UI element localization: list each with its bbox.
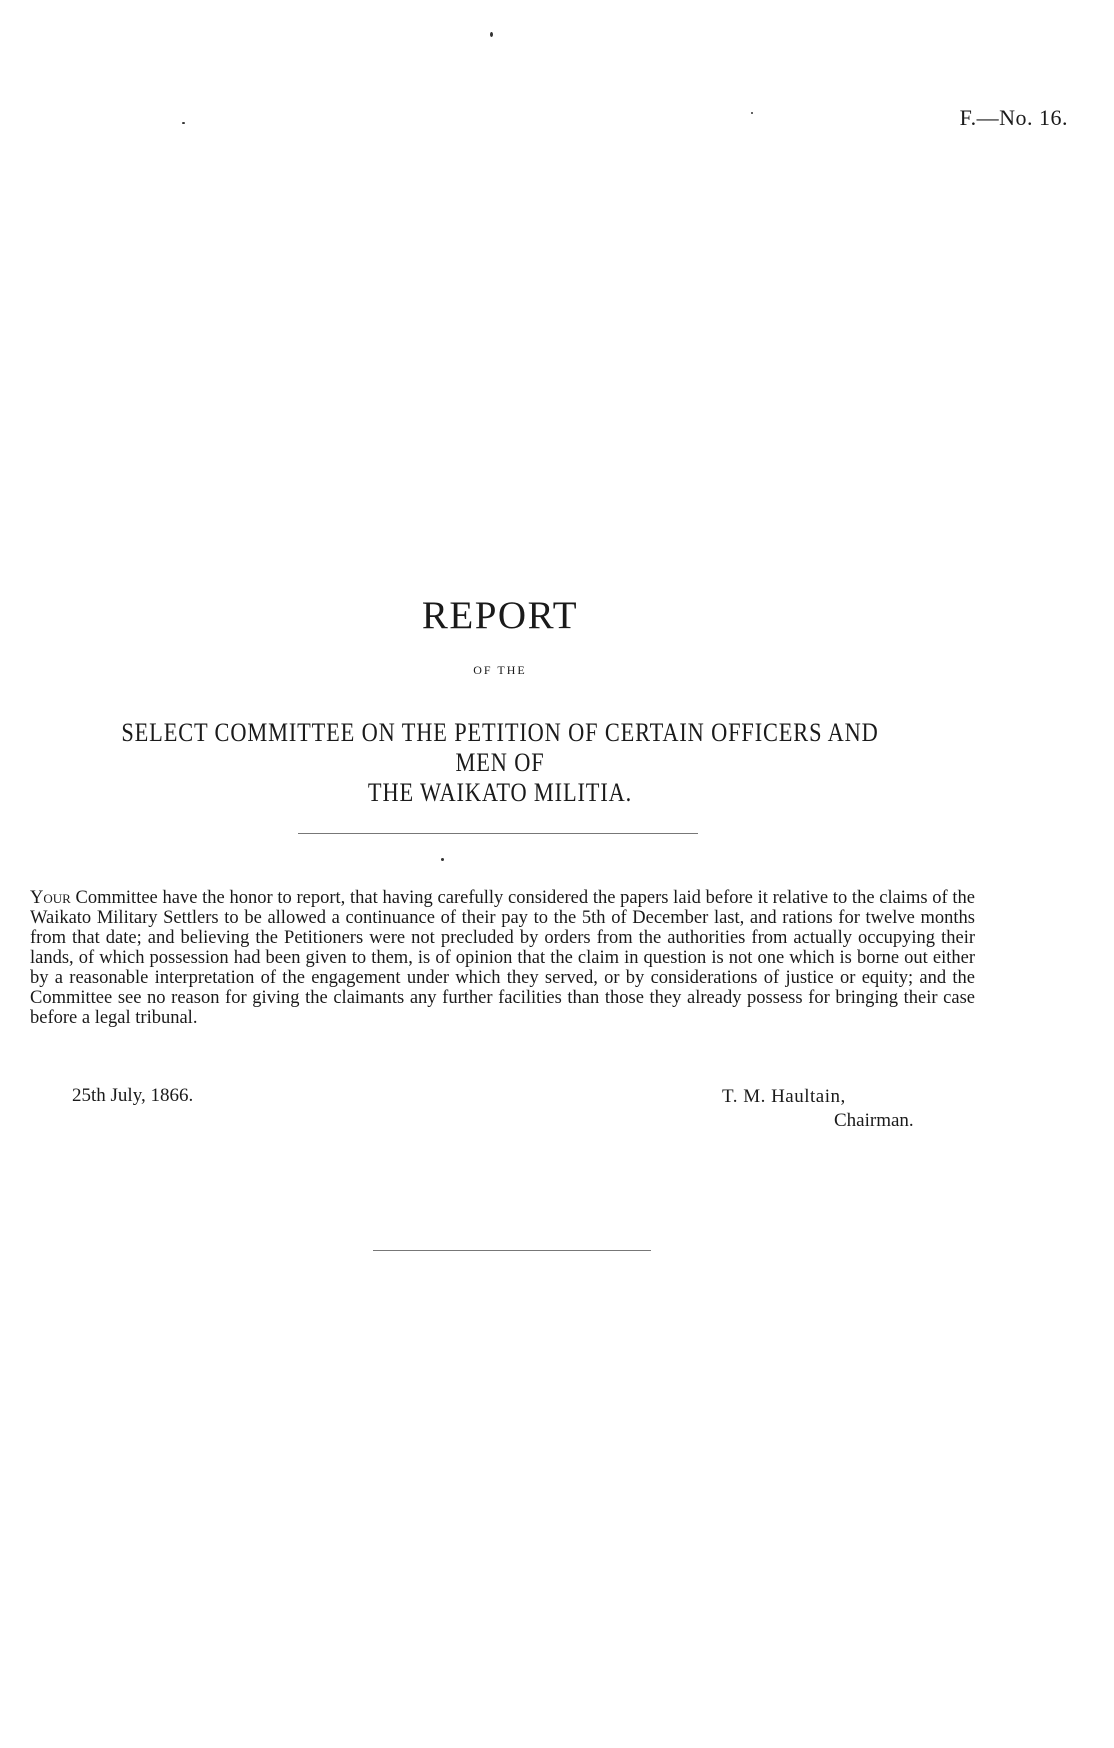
subtitle-line-2: THE WAIKATO MILITIA. [367,778,633,807]
report-body [30,888,975,1028]
separator-rule-bottom [373,1250,651,1251]
page-reference: F.—No. 16. [959,105,1068,130]
report-of-the: OF THE [473,663,527,677]
subtitle-line-1: SELECT COMMITTEE ON THE PETITION OF CERTAIN OFFICERS AND MEN OF [121,718,879,777]
signatory-name: T. M. Haultain, [722,1086,846,1107]
report-title: REPORT [421,594,579,637]
scan-speck [490,32,493,37]
body-paragraph: Committee have the honor to report, that having carefully considered the papers laid before it relative to the claims of the Waikato Military Settlers to be allowed a continuance of their pay to the 5th of December last, and rations for twelve months from that date; and believing the Petitioners were not precluded by orders from the authorities from actually occupying their lands, of which possession had been given to them, is of opinion that the claim in question is not one which is borne out either by a reasonable interpretation of the engagement under which they served, or by considerations of justice or equity; and the Committee see no reason for giving the claimants any further facilities than those they already possess for bringing their case before a legal tribunal. [30,888,976,1028]
scan-speck [441,858,444,861]
scan-speck [751,112,753,114]
signatory-block [722,1085,914,1133]
signatory-role: Chairman. [834,1110,914,1131]
report-date: 25th July, 1866. [72,1085,194,1106]
report-subtitle [96,718,904,808]
body-opening-word: Your [30,888,71,908]
scan-speck [182,122,185,124]
separator-rule-top [298,833,698,834]
